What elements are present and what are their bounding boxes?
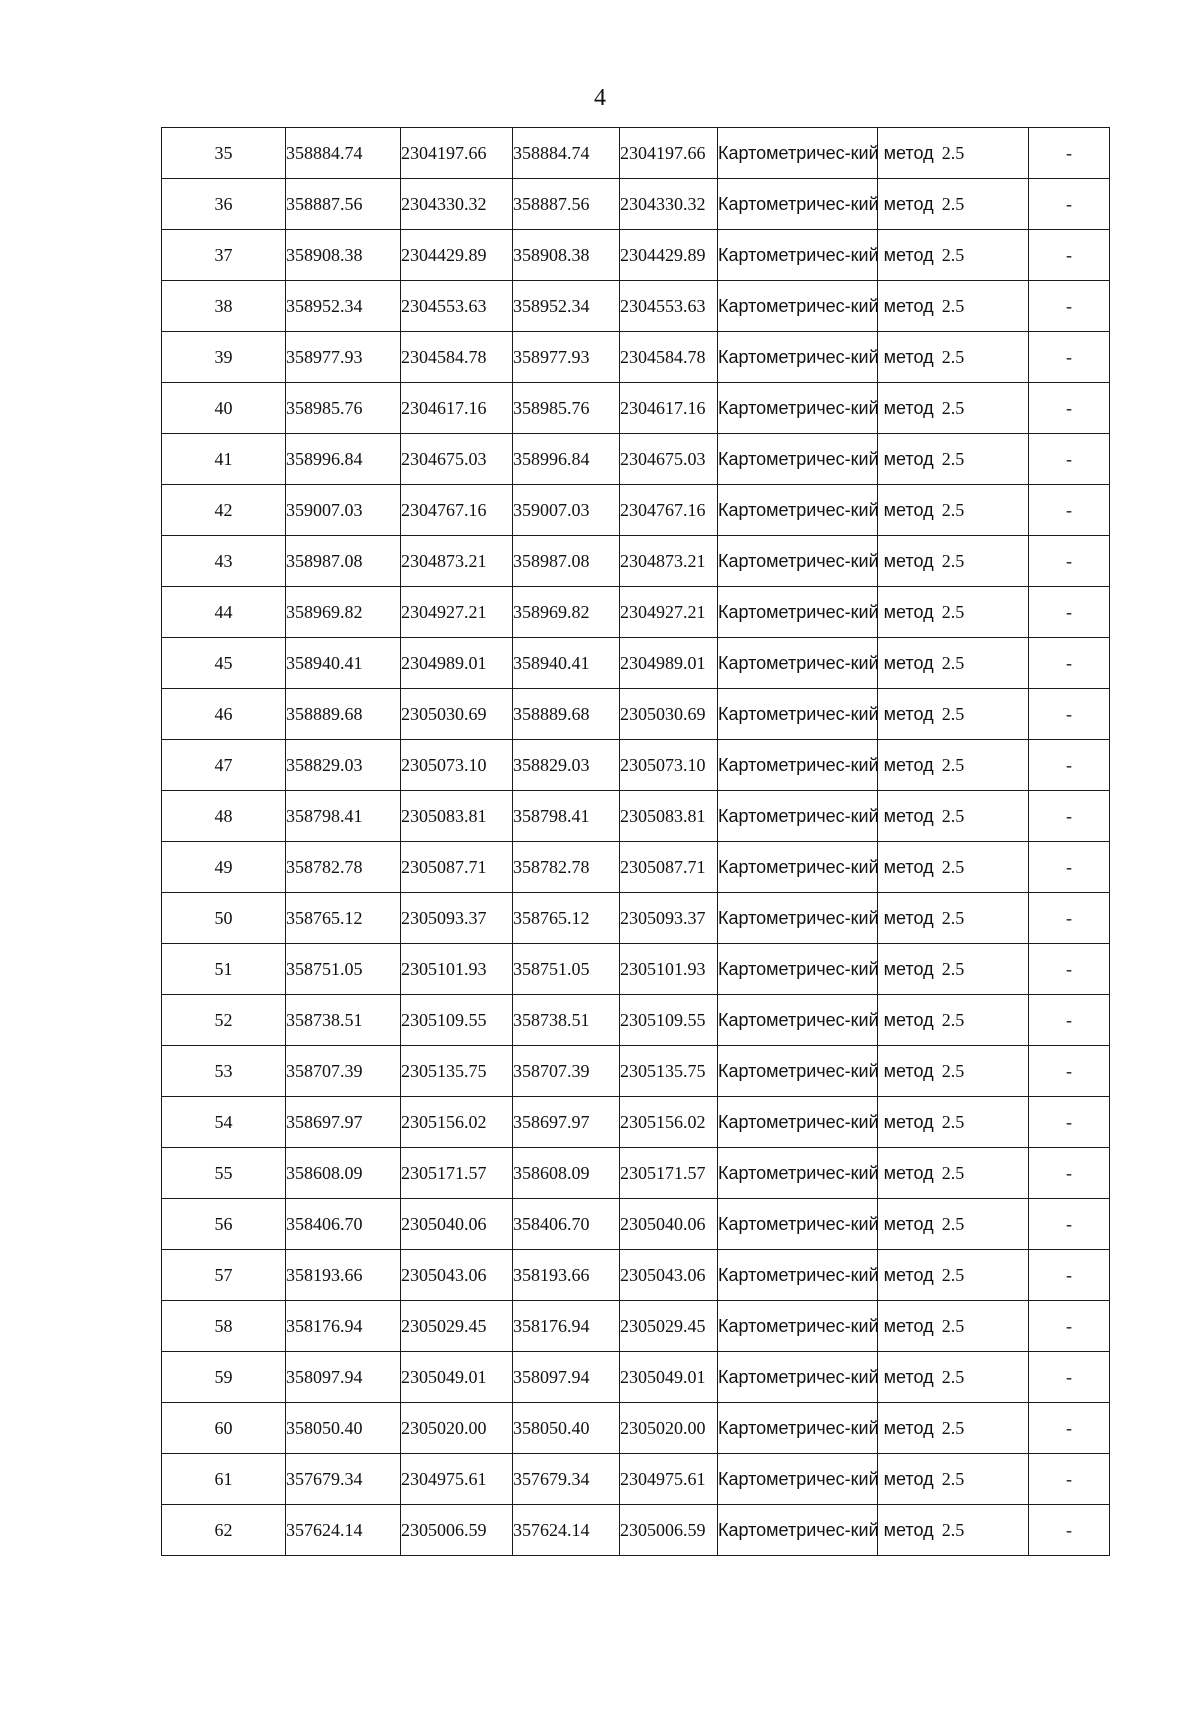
method-cell: Картометричес-кий метод: [718, 1454, 878, 1505]
point-number-cell: 39: [162, 332, 286, 383]
method-cell: Картометричес-кий метод: [718, 1352, 878, 1403]
x-existing-cell: 358829.03: [286, 740, 401, 791]
method-cell: Картометричес-кий метод: [718, 281, 878, 332]
x-cell: 358050.40: [513, 1403, 620, 1454]
y-cell: 2305171.57: [620, 1148, 718, 1199]
x-existing-cell: 358782.78: [286, 842, 401, 893]
note-cell: -: [1029, 281, 1110, 332]
y-cell: 2304429.89: [620, 230, 718, 281]
point-number-cell: 51: [162, 944, 286, 995]
y-cell: 2305029.45: [620, 1301, 718, 1352]
y-cell: 2304975.61: [620, 1454, 718, 1505]
y-existing-cell: 2305156.02: [401, 1097, 513, 1148]
y-cell: 2304197.66: [620, 128, 718, 179]
y-existing-cell: 2305029.45: [401, 1301, 513, 1352]
point-number-cell: 49: [162, 842, 286, 893]
method-cell: Картометричес-кий метод: [718, 740, 878, 791]
point-number-cell: 43: [162, 536, 286, 587]
accuracy-cell: 2.5: [878, 536, 1029, 587]
y-existing-cell: 2305093.37: [401, 893, 513, 944]
point-number-cell: 52: [162, 995, 286, 1046]
note-cell: -: [1029, 842, 1110, 893]
y-existing-cell: 2304330.32: [401, 179, 513, 230]
x-cell: 358798.41: [513, 791, 620, 842]
note-cell: -: [1029, 995, 1110, 1046]
x-cell: 359007.03: [513, 485, 620, 536]
table-row: [162, 179, 1110, 230]
x-cell: 358977.93: [513, 332, 620, 383]
table-row: [162, 587, 1110, 638]
x-existing-cell: 358798.41: [286, 791, 401, 842]
y-existing-cell: 2305083.81: [401, 791, 513, 842]
point-number-cell: 60: [162, 1403, 286, 1454]
method-cell: Картометричес-кий метод: [718, 485, 878, 536]
x-existing-cell: 358996.84: [286, 434, 401, 485]
x-existing-cell: 358765.12: [286, 893, 401, 944]
note-cell: -: [1029, 1250, 1110, 1301]
y-existing-cell: 2305006.59: [401, 1505, 513, 1556]
note-cell: -: [1029, 383, 1110, 434]
x-cell: 358996.84: [513, 434, 620, 485]
method-cell: Картометричес-кий метод: [718, 230, 878, 281]
method-cell: Картометричес-кий метод: [718, 995, 878, 1046]
note-cell: -: [1029, 944, 1110, 995]
table-row: [162, 638, 1110, 689]
table-row: [162, 1301, 1110, 1352]
note-cell: -: [1029, 791, 1110, 842]
accuracy-cell: 2.5: [878, 689, 1029, 740]
x-cell: 358889.68: [513, 689, 620, 740]
accuracy-cell: 2.5: [878, 995, 1029, 1046]
x-cell: 358987.08: [513, 536, 620, 587]
method-cell: Картометричес-кий метод: [718, 536, 878, 587]
table-row: [162, 1199, 1110, 1250]
note-cell: -: [1029, 230, 1110, 281]
accuracy-cell: 2.5: [878, 434, 1029, 485]
point-number-cell: 47: [162, 740, 286, 791]
point-number-cell: 56: [162, 1199, 286, 1250]
accuracy-cell: 2.5: [878, 893, 1029, 944]
table-row: [162, 128, 1110, 179]
accuracy-cell: 2.5: [878, 944, 1029, 995]
y-existing-cell: 2304197.66: [401, 128, 513, 179]
x-cell: 358765.12: [513, 893, 620, 944]
y-cell: 2304553.63: [620, 281, 718, 332]
method-cell: Картометричес-кий метод: [718, 1046, 878, 1097]
y-cell: 2304927.21: [620, 587, 718, 638]
x-cell: 357624.14: [513, 1505, 620, 1556]
y-existing-cell: 2305109.55: [401, 995, 513, 1046]
point-number-cell: 55: [162, 1148, 286, 1199]
table-row: [162, 740, 1110, 791]
accuracy-cell: 2.5: [878, 587, 1029, 638]
y-cell: 2305093.37: [620, 893, 718, 944]
table-row: [162, 536, 1110, 587]
note-cell: -: [1029, 332, 1110, 383]
y-cell: 2305156.02: [620, 1097, 718, 1148]
x-existing-cell: 358987.08: [286, 536, 401, 587]
table-row: [162, 1454, 1110, 1505]
note-cell: -: [1029, 179, 1110, 230]
y-existing-cell: 2305043.06: [401, 1250, 513, 1301]
table-row: [162, 1148, 1110, 1199]
method-cell: Картометричес-кий метод: [718, 1148, 878, 1199]
method-cell: Картометричес-кий метод: [718, 1097, 878, 1148]
x-existing-cell: 358884.74: [286, 128, 401, 179]
table-row: [162, 1097, 1110, 1148]
y-cell: 2305043.06: [620, 1250, 718, 1301]
y-cell: 2304584.78: [620, 332, 718, 383]
table-row: [162, 791, 1110, 842]
note-cell: -: [1029, 1148, 1110, 1199]
y-existing-cell: 2304873.21: [401, 536, 513, 587]
note-cell: -: [1029, 1301, 1110, 1352]
method-cell: Картометричес-кий метод: [718, 383, 878, 434]
method-cell: Картометричес-кий метод: [718, 1301, 878, 1352]
table-row: [162, 332, 1110, 383]
table-row: [162, 230, 1110, 281]
note-cell: -: [1029, 434, 1110, 485]
x-cell: 358738.51: [513, 995, 620, 1046]
point-number-cell: 48: [162, 791, 286, 842]
point-number-cell: 37: [162, 230, 286, 281]
point-number-cell: 42: [162, 485, 286, 536]
method-cell: Картометричес-кий метод: [718, 1199, 878, 1250]
x-existing-cell: 358969.82: [286, 587, 401, 638]
note-cell: -: [1029, 128, 1110, 179]
y-existing-cell: 2304975.61: [401, 1454, 513, 1505]
accuracy-cell: 2.5: [878, 383, 1029, 434]
y-cell: 2304675.03: [620, 434, 718, 485]
y-existing-cell: 2304429.89: [401, 230, 513, 281]
accuracy-cell: 2.5: [878, 179, 1029, 230]
method-cell: Картометричес-кий метод: [718, 893, 878, 944]
table-row: [162, 689, 1110, 740]
table-row: [162, 383, 1110, 434]
point-number-cell: 35: [162, 128, 286, 179]
x-cell: 358829.03: [513, 740, 620, 791]
note-cell: -: [1029, 638, 1110, 689]
method-cell: Картометричес-кий метод: [718, 689, 878, 740]
note-cell: -: [1029, 1097, 1110, 1148]
x-cell: 358884.74: [513, 128, 620, 179]
y-cell: 2305109.55: [620, 995, 718, 1046]
table-row: [162, 944, 1110, 995]
y-cell: 2305087.71: [620, 842, 718, 893]
y-cell: 2305049.01: [620, 1352, 718, 1403]
y-existing-cell: 2304617.16: [401, 383, 513, 434]
note-cell: -: [1029, 689, 1110, 740]
x-cell: 358940.41: [513, 638, 620, 689]
x-cell: 357679.34: [513, 1454, 620, 1505]
note-cell: -: [1029, 1403, 1110, 1454]
point-number-cell: 50: [162, 893, 286, 944]
x-existing-cell: 358097.94: [286, 1352, 401, 1403]
method-cell: Картометричес-кий метод: [718, 332, 878, 383]
note-cell: -: [1029, 1352, 1110, 1403]
y-existing-cell: 2304767.16: [401, 485, 513, 536]
x-existing-cell: 358940.41: [286, 638, 401, 689]
x-cell: 358782.78: [513, 842, 620, 893]
note-cell: -: [1029, 485, 1110, 536]
x-existing-cell: 358985.76: [286, 383, 401, 434]
y-cell: 2304617.16: [620, 383, 718, 434]
accuracy-cell: 2.5: [878, 281, 1029, 332]
method-cell: Картометричес-кий метод: [718, 638, 878, 689]
point-number-cell: 54: [162, 1097, 286, 1148]
point-number-cell: 36: [162, 179, 286, 230]
table-row: [162, 995, 1110, 1046]
table-row: [162, 281, 1110, 332]
x-existing-cell: 358908.38: [286, 230, 401, 281]
method-cell: Картометричес-кий метод: [718, 1403, 878, 1454]
table-row: [162, 1403, 1110, 1454]
table-row: [162, 1352, 1110, 1403]
x-existing-cell: 358608.09: [286, 1148, 401, 1199]
accuracy-cell: 2.5: [878, 1454, 1029, 1505]
x-cell: 358707.39: [513, 1046, 620, 1097]
point-number-cell: 57: [162, 1250, 286, 1301]
y-cell: 2304989.01: [620, 638, 718, 689]
note-cell: -: [1029, 1046, 1110, 1097]
x-cell: 358176.94: [513, 1301, 620, 1352]
y-cell: 2305020.00: [620, 1403, 718, 1454]
x-existing-cell: 358952.34: [286, 281, 401, 332]
x-existing-cell: 359007.03: [286, 485, 401, 536]
y-existing-cell: 2305087.71: [401, 842, 513, 893]
point-number-cell: 62: [162, 1505, 286, 1556]
point-number-cell: 40: [162, 383, 286, 434]
x-existing-cell: 358176.94: [286, 1301, 401, 1352]
accuracy-cell: 2.5: [878, 842, 1029, 893]
method-cell: Картометричес-кий метод: [718, 587, 878, 638]
y-cell: 2305101.93: [620, 944, 718, 995]
method-cell: Картометричес-кий метод: [718, 434, 878, 485]
accuracy-cell: 2.5: [878, 1301, 1029, 1352]
x-cell: 358969.82: [513, 587, 620, 638]
accuracy-cell: 2.5: [878, 1352, 1029, 1403]
table-row: [162, 485, 1110, 536]
x-cell: 358097.94: [513, 1352, 620, 1403]
point-number-cell: 61: [162, 1454, 286, 1505]
x-existing-cell: 357679.34: [286, 1454, 401, 1505]
table-row: [162, 842, 1110, 893]
accuracy-cell: 2.5: [878, 1046, 1029, 1097]
point-number-cell: 41: [162, 434, 286, 485]
method-cell: Картометричес-кий метод: [718, 1505, 878, 1556]
x-existing-cell: 358977.93: [286, 332, 401, 383]
y-cell: 2305030.69: [620, 689, 718, 740]
y-existing-cell: 2304989.01: [401, 638, 513, 689]
accuracy-cell: 2.5: [878, 791, 1029, 842]
x-existing-cell: 358697.97: [286, 1097, 401, 1148]
x-existing-cell: 358889.68: [286, 689, 401, 740]
method-cell: Картометричес-кий метод: [718, 791, 878, 842]
table-row: [162, 434, 1110, 485]
point-number-cell: 38: [162, 281, 286, 332]
x-cell: 358908.38: [513, 230, 620, 281]
x-existing-cell: 357624.14: [286, 1505, 401, 1556]
y-existing-cell: 2305135.75: [401, 1046, 513, 1097]
accuracy-cell: 2.5: [878, 1199, 1029, 1250]
point-number-cell: 46: [162, 689, 286, 740]
y-existing-cell: 2305049.01: [401, 1352, 513, 1403]
x-cell: 358985.76: [513, 383, 620, 434]
table-row: [162, 1046, 1110, 1097]
note-cell: -: [1029, 740, 1110, 791]
y-existing-cell: 2304584.78: [401, 332, 513, 383]
accuracy-cell: 2.5: [878, 230, 1029, 281]
x-cell: 358193.66: [513, 1250, 620, 1301]
x-cell: 358406.70: [513, 1199, 620, 1250]
x-cell: 358887.56: [513, 179, 620, 230]
point-number-cell: 53: [162, 1046, 286, 1097]
point-number-cell: 58: [162, 1301, 286, 1352]
accuracy-cell: 2.5: [878, 1250, 1029, 1301]
y-existing-cell: 2304675.03: [401, 434, 513, 485]
accuracy-cell: 2.5: [878, 332, 1029, 383]
accuracy-cell: 2.5: [878, 638, 1029, 689]
y-existing-cell: 2305101.93: [401, 944, 513, 995]
point-number-cell: 44: [162, 587, 286, 638]
y-existing-cell: 2305073.10: [401, 740, 513, 791]
accuracy-cell: 2.5: [878, 485, 1029, 536]
note-cell: -: [1029, 536, 1110, 587]
table-row: [162, 893, 1110, 944]
method-cell: Картометричес-кий метод: [718, 128, 878, 179]
accuracy-cell: 2.5: [878, 1097, 1029, 1148]
y-existing-cell: 2305171.57: [401, 1148, 513, 1199]
x-existing-cell: 358751.05: [286, 944, 401, 995]
y-existing-cell: 2305020.00: [401, 1403, 513, 1454]
x-cell: 358952.34: [513, 281, 620, 332]
coordinates-table-body: [162, 128, 1110, 1556]
y-existing-cell: 2304927.21: [401, 587, 513, 638]
y-cell: 2305073.10: [620, 740, 718, 791]
note-cell: -: [1029, 1505, 1110, 1556]
method-cell: Картометричес-кий метод: [718, 179, 878, 230]
table-row: [162, 1250, 1110, 1301]
note-cell: -: [1029, 1454, 1110, 1505]
y-cell: 2304873.21: [620, 536, 718, 587]
x-existing-cell: 358193.66: [286, 1250, 401, 1301]
accuracy-cell: 2.5: [878, 128, 1029, 179]
y-cell: 2305006.59: [620, 1505, 718, 1556]
method-cell: Картометричес-кий метод: [718, 842, 878, 893]
x-cell: 358608.09: [513, 1148, 620, 1199]
accuracy-cell: 2.5: [878, 1148, 1029, 1199]
y-cell: 2305135.75: [620, 1046, 718, 1097]
y-cell: 2305040.06: [620, 1199, 718, 1250]
x-cell: 358751.05: [513, 944, 620, 995]
method-cell: Картометричес-кий метод: [718, 944, 878, 995]
note-cell: -: [1029, 587, 1110, 638]
point-number-cell: 59: [162, 1352, 286, 1403]
table-row: [162, 1505, 1110, 1556]
y-cell: 2304330.32: [620, 179, 718, 230]
y-cell: 2305083.81: [620, 791, 718, 842]
x-existing-cell: 358406.70: [286, 1199, 401, 1250]
coordinates-table: [161, 127, 1110, 1556]
x-existing-cell: 358707.39: [286, 1046, 401, 1097]
y-cell: 2304767.16: [620, 485, 718, 536]
accuracy-cell: 2.5: [878, 740, 1029, 791]
method-cell: Картометричес-кий метод: [718, 1250, 878, 1301]
y-existing-cell: 2304553.63: [401, 281, 513, 332]
y-existing-cell: 2305040.06: [401, 1199, 513, 1250]
x-existing-cell: 358887.56: [286, 179, 401, 230]
x-existing-cell: 358738.51: [286, 995, 401, 1046]
x-existing-cell: 358050.40: [286, 1403, 401, 1454]
note-cell: -: [1029, 1199, 1110, 1250]
accuracy-cell: 2.5: [878, 1403, 1029, 1454]
x-cell: 358697.97: [513, 1097, 620, 1148]
point-number-cell: 45: [162, 638, 286, 689]
page-number: 4: [594, 85, 606, 111]
y-existing-cell: 2305030.69: [401, 689, 513, 740]
note-cell: -: [1029, 893, 1110, 944]
accuracy-cell: 2.5: [878, 1505, 1029, 1556]
